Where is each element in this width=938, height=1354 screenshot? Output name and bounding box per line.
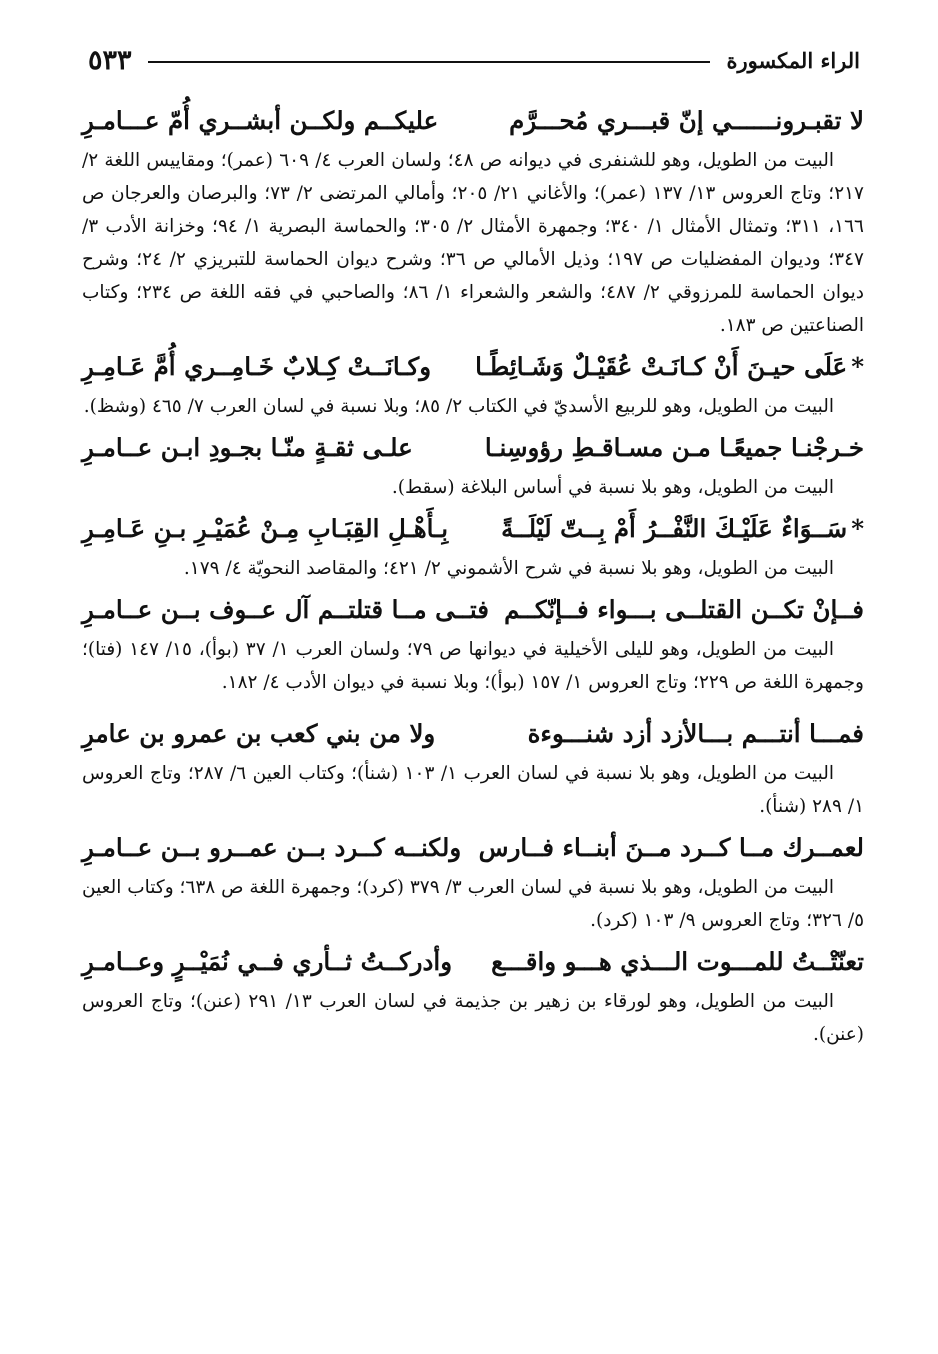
first-hemistich-text: فــإنْ تكــن القتلــى بـــواء فــإنّكــم: [504, 594, 864, 624]
first-hemistich: [491, 947, 864, 976]
first-hemistich: [509, 106, 864, 135]
verse-entry: [82, 709, 864, 823]
verse-line: [82, 342, 864, 390]
running-title: الراء المكسورة: [726, 47, 860, 73]
verse-entry: [82, 423, 864, 504]
second-hemistich: بِـأَهْـلِ القِبَـابِ مِـنْ عُمَيْـرِ بـنِ عَـامِـرِ: [82, 513, 449, 543]
first-hemistich: [485, 433, 864, 462]
footnote-text: البيت من الطويل، وهو بلا نسبة في لسان العرب ١/ ١٠٣ (شنأ)؛ وكتاب العين ٦/ ٢٨٧؛ وتاج العروس ١/ ٢٨٩ (شنأ).: [82, 763, 864, 817]
verse-entry: [82, 504, 864, 585]
footnote-text: البيت من الطويل، وهو للربيع الأسديّ في الكتاب ٢/ ٨٥؛ وبلا نسبة في لسان العرب ٧/ ٤٦٥ (وشظ).: [83, 396, 834, 417]
first-hemistich-text: لعمــرك مــا كــرد مــنَ أبنــاء فــارس: [478, 832, 864, 862]
first-hemistich-text: فمـــا أنتـــم بـــالأزد أزد شنـــوءة: [527, 718, 864, 748]
first-hemistich-text: لا تقبـرونــــــي إنّ قبـــري مُحـــرَّم: [509, 105, 864, 135]
first-hemistich-text: خـرجْنـا جميعًـا مـن مسـاقـطِ رؤوسِنـا: [484, 432, 864, 462]
verse-line: [82, 823, 864, 871]
star-marker: *: [851, 513, 864, 543]
first-hemistich: [504, 595, 864, 624]
verse-line: [82, 504, 864, 552]
footnote-text: البيت من الطويل، وهو لورقاء بن زهير بن جذيمة في لسان العرب ١٣/ ٢٩١ (عنن)؛ وتاج العروس (عنن).: [82, 991, 864, 1045]
first-hemistich-text: سَــوَاءٌ عَلَيْـكَ النَّفْــرُ أَمْ بِــتّ لَيْلَــةً: [501, 513, 848, 543]
page-number: ٥٣٣: [88, 44, 132, 76]
second-hemistich: ولكنــه كــرد بــن عمــرو بــن عــامـرِ: [82, 832, 462, 862]
verse-line: [82, 585, 864, 633]
second-hemistich: وأدركــتُ ثــأري فــي نُمَيْــرٍ وعــامـرِ: [82, 946, 453, 976]
first-hemistich-text: تعنّتْــتُ للمـــوت الـــذي هـــو واقـــع: [491, 946, 864, 976]
first-hemistich: [479, 833, 864, 862]
second-hemistich: علـى ثقـةٍ منّـا بجـودِ ابـن عــامـرِ: [82, 432, 413, 462]
verse-line: [82, 709, 864, 757]
second-hemistich: وكـانَــتْ كِـلابٌ خَـامِــري أُمَّ عَـامِـرِ: [82, 351, 432, 381]
first-hemistich: [528, 719, 864, 748]
verse-entry: [82, 823, 864, 937]
main-content: [82, 96, 864, 1051]
verse-entry: [82, 96, 864, 342]
second-hemistich: عليكــم ولكــن أبشــري أُمّ عـــامـرِ: [82, 105, 439, 135]
footnote-text: البيت من الطويل، وهو بلا نسبة في شرح الأشموني ٢/ ٤٢١؛ والمقاصد النحويّة ٤/ ١٧٩.: [183, 558, 834, 579]
star-marker: *: [851, 351, 864, 381]
verse-line: [82, 96, 864, 144]
verse-entry: [82, 937, 864, 1051]
verse-entry: [82, 585, 864, 699]
first-hemistich-text: عَلَى حيـنَ أَنْ كـانَـتْ عُقَيْـلٌ وَشَـائِطًـا: [475, 351, 848, 381]
first-hemistich: [501, 514, 864, 543]
verse-entry: [82, 342, 864, 423]
second-hemistich: ولا من بني كعب بن عمرو بن عامرِ: [82, 718, 436, 748]
verse-line: [82, 937, 864, 985]
page-header: [88, 40, 860, 80]
footnote-text: البيت من الطويل، وهو لليلى الأخيلية في ديوانها ص ٧٩؛ ولسان العرب ١/ ٣٧ (بوأ)، ١٥/ ١٤٧ (فتا)؛ وجمهرة اللغة ص ٢٢٩؛ وتاج العروس ١/ ١٥٧ (بوأ)؛ وبلا نسبة في ديوان الأدب ٤/ ١٨٢.: [82, 639, 864, 693]
footnote-text: البيت من الطويل، وهو للشنفرى في ديوانه ص ٤٨؛ ولسان العرب ٤/ ٦٠٩ (عمر)؛ ومقاييس اللغة ٢/ ٢١٧؛ وتاج العروس ١٣/ ١٣٧ (عمر)؛ والأغاني ٢١/ ٢٠٥؛ وأمالي المرتضى ٢/ ٧٣؛ والبرصان والعرجان ص ١٦٦، ٣١١؛ وتمثال الأمثال ١/ ٣٤٠؛ وجمهرة الأمثال ٢/ ٣٠٥؛ والحماسة البصرية ١/ ٩٤؛ وخزانة الأدب ٣/ ٣٤٧؛ وديوان المفضليات ص ١٩٧؛ وذيل الأمالي ص ٣٦؛ وشرح ديوان الحماسة للتبريزي ٢/ ٢٤؛ وشرح ديوان الحماسة للمرزوقي ٢/ ٤٨٧؛ والشعر والشعراء ١/ ٨٦؛ والصاحبي في فقه اللغة ص ٢٣٤؛ وكتاب الصناعتين ص ١٨٣.: [82, 150, 865, 336]
first-hemistich: [475, 352, 864, 381]
header-rule: [148, 61, 711, 63]
footnote-text: البيت من الطويل، وهو بلا نسبة في أساس البلاغة (سقط).: [391, 477, 834, 498]
second-hemistich: فتــى مــا قتلتــم آل عــوف بــن عــامـرِ: [82, 594, 489, 624]
footnote-text: البيت من الطويل، وهو بلا نسبة في لسان العرب ٣/ ٣٧٩ (كرد)؛ وجمهرة اللغة ص ٦٣٨؛ وكتاب العين ٥/ ٣٢٦؛ وتاج العروس ٩/ ١٠٣ (كرد).: [82, 877, 864, 931]
verse-line: [82, 423, 864, 471]
